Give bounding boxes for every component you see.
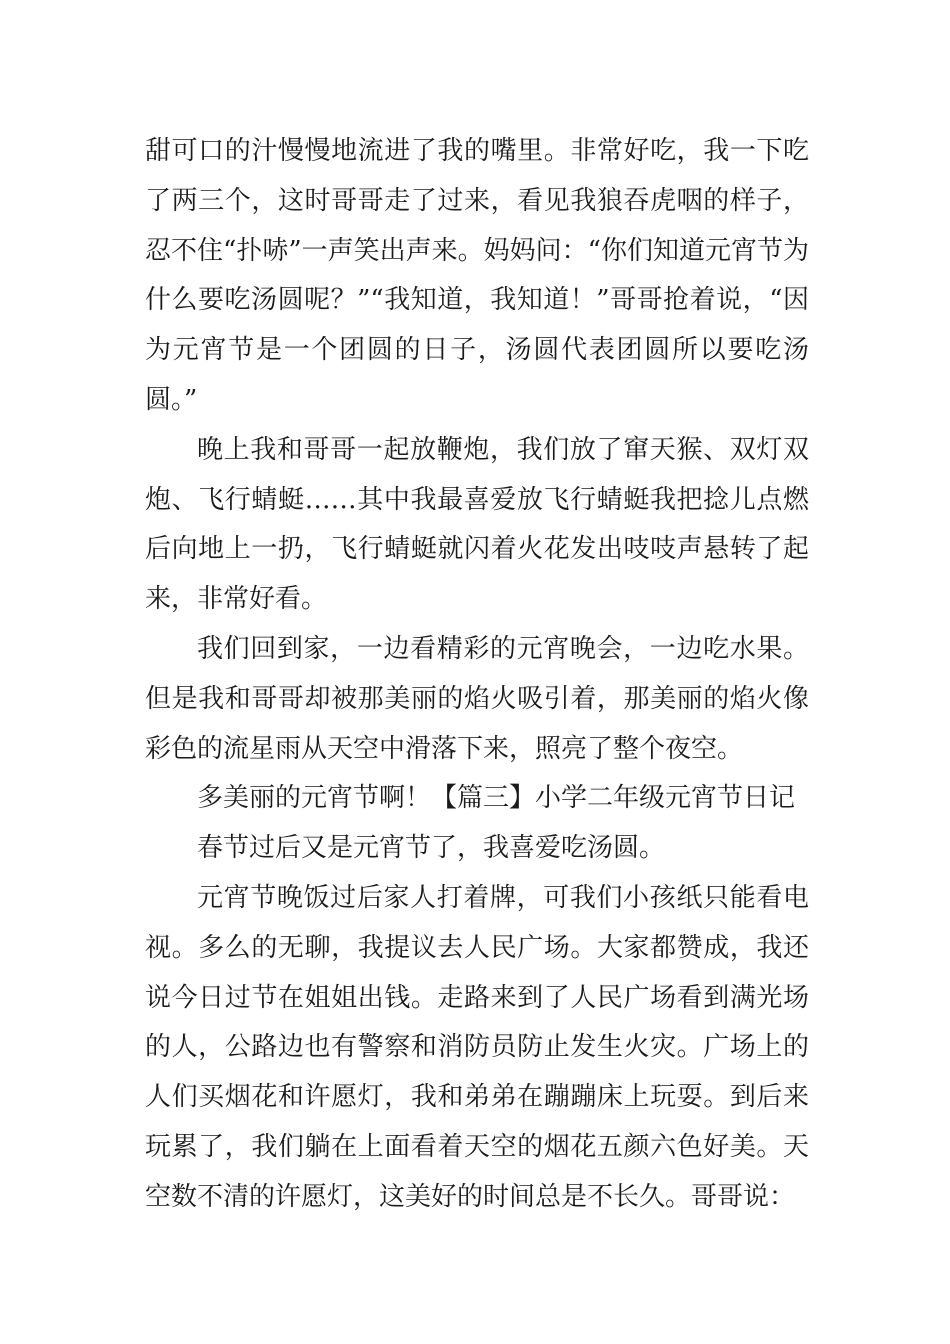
paragraph-4: 多美丽的元宵节啊！【篇三】小学二年级元宵节日记	[197, 783, 796, 814]
paragraph-6: 元宵节晚饭过后家人打着牌，可我们小孩纸只能看电视。多么的无聊，我提议去人民广场。大家都赞成，我还说今日过节在姐姐出钱。走路来到了人民广场看到满光场的人，公路边也有警察和消防员防止发生火灾。广场上的人们买烟花和许愿灯，我和弟弟在蹦蹦床上玩耍。到后来玩累了，我们躺在上面看着天空的烟花五颜六色好美。天空数不清的许愿灯，这美好的时间总是不长久。哥哥说：	[145, 882, 809, 1212]
paragraph-1: 甜可口的汁慢慢地流进了我的嘴里。非常好吃，我一下吃了两三个，这时哥哥走了过来，看见我狼吞虎咽的样子，忍不住“扑哧”一声笑出声来。妈妈问：“你们知道元宵节为什么要吃汤圆呢？”“我知道，我知道！”哥哥抢着说，“因为元宵节是一个团圆的日子，汤圆代表团圆所以要吃汤圆。”	[145, 136, 809, 415]
paragraph-2: 晚上我和哥哥一起放鞭炮，我们放了窜天猴、双灯双炮、飞行蜻蜓……其中我最喜爱放飞行蜻蜓我把捻儿点燃后向地上一扔，飞行蜻蜓就闪着火花发出吱吱声悬转了起来，非常好看。	[145, 434, 809, 615]
paragraph-3: 我们回到家，一边看精彩的元宵晚会，一边吃水果。但是我和哥哥却被那美丽的焰火吸引着，那美丽的焰火像彩色的流星雨从天空中滑落下来，照亮了整个夜空。	[145, 633, 809, 764]
paragraph-5: 春节过后又是元宵节了，我喜爱吃汤圆。	[197, 833, 666, 864]
document-body	[145, 127, 809, 1223]
